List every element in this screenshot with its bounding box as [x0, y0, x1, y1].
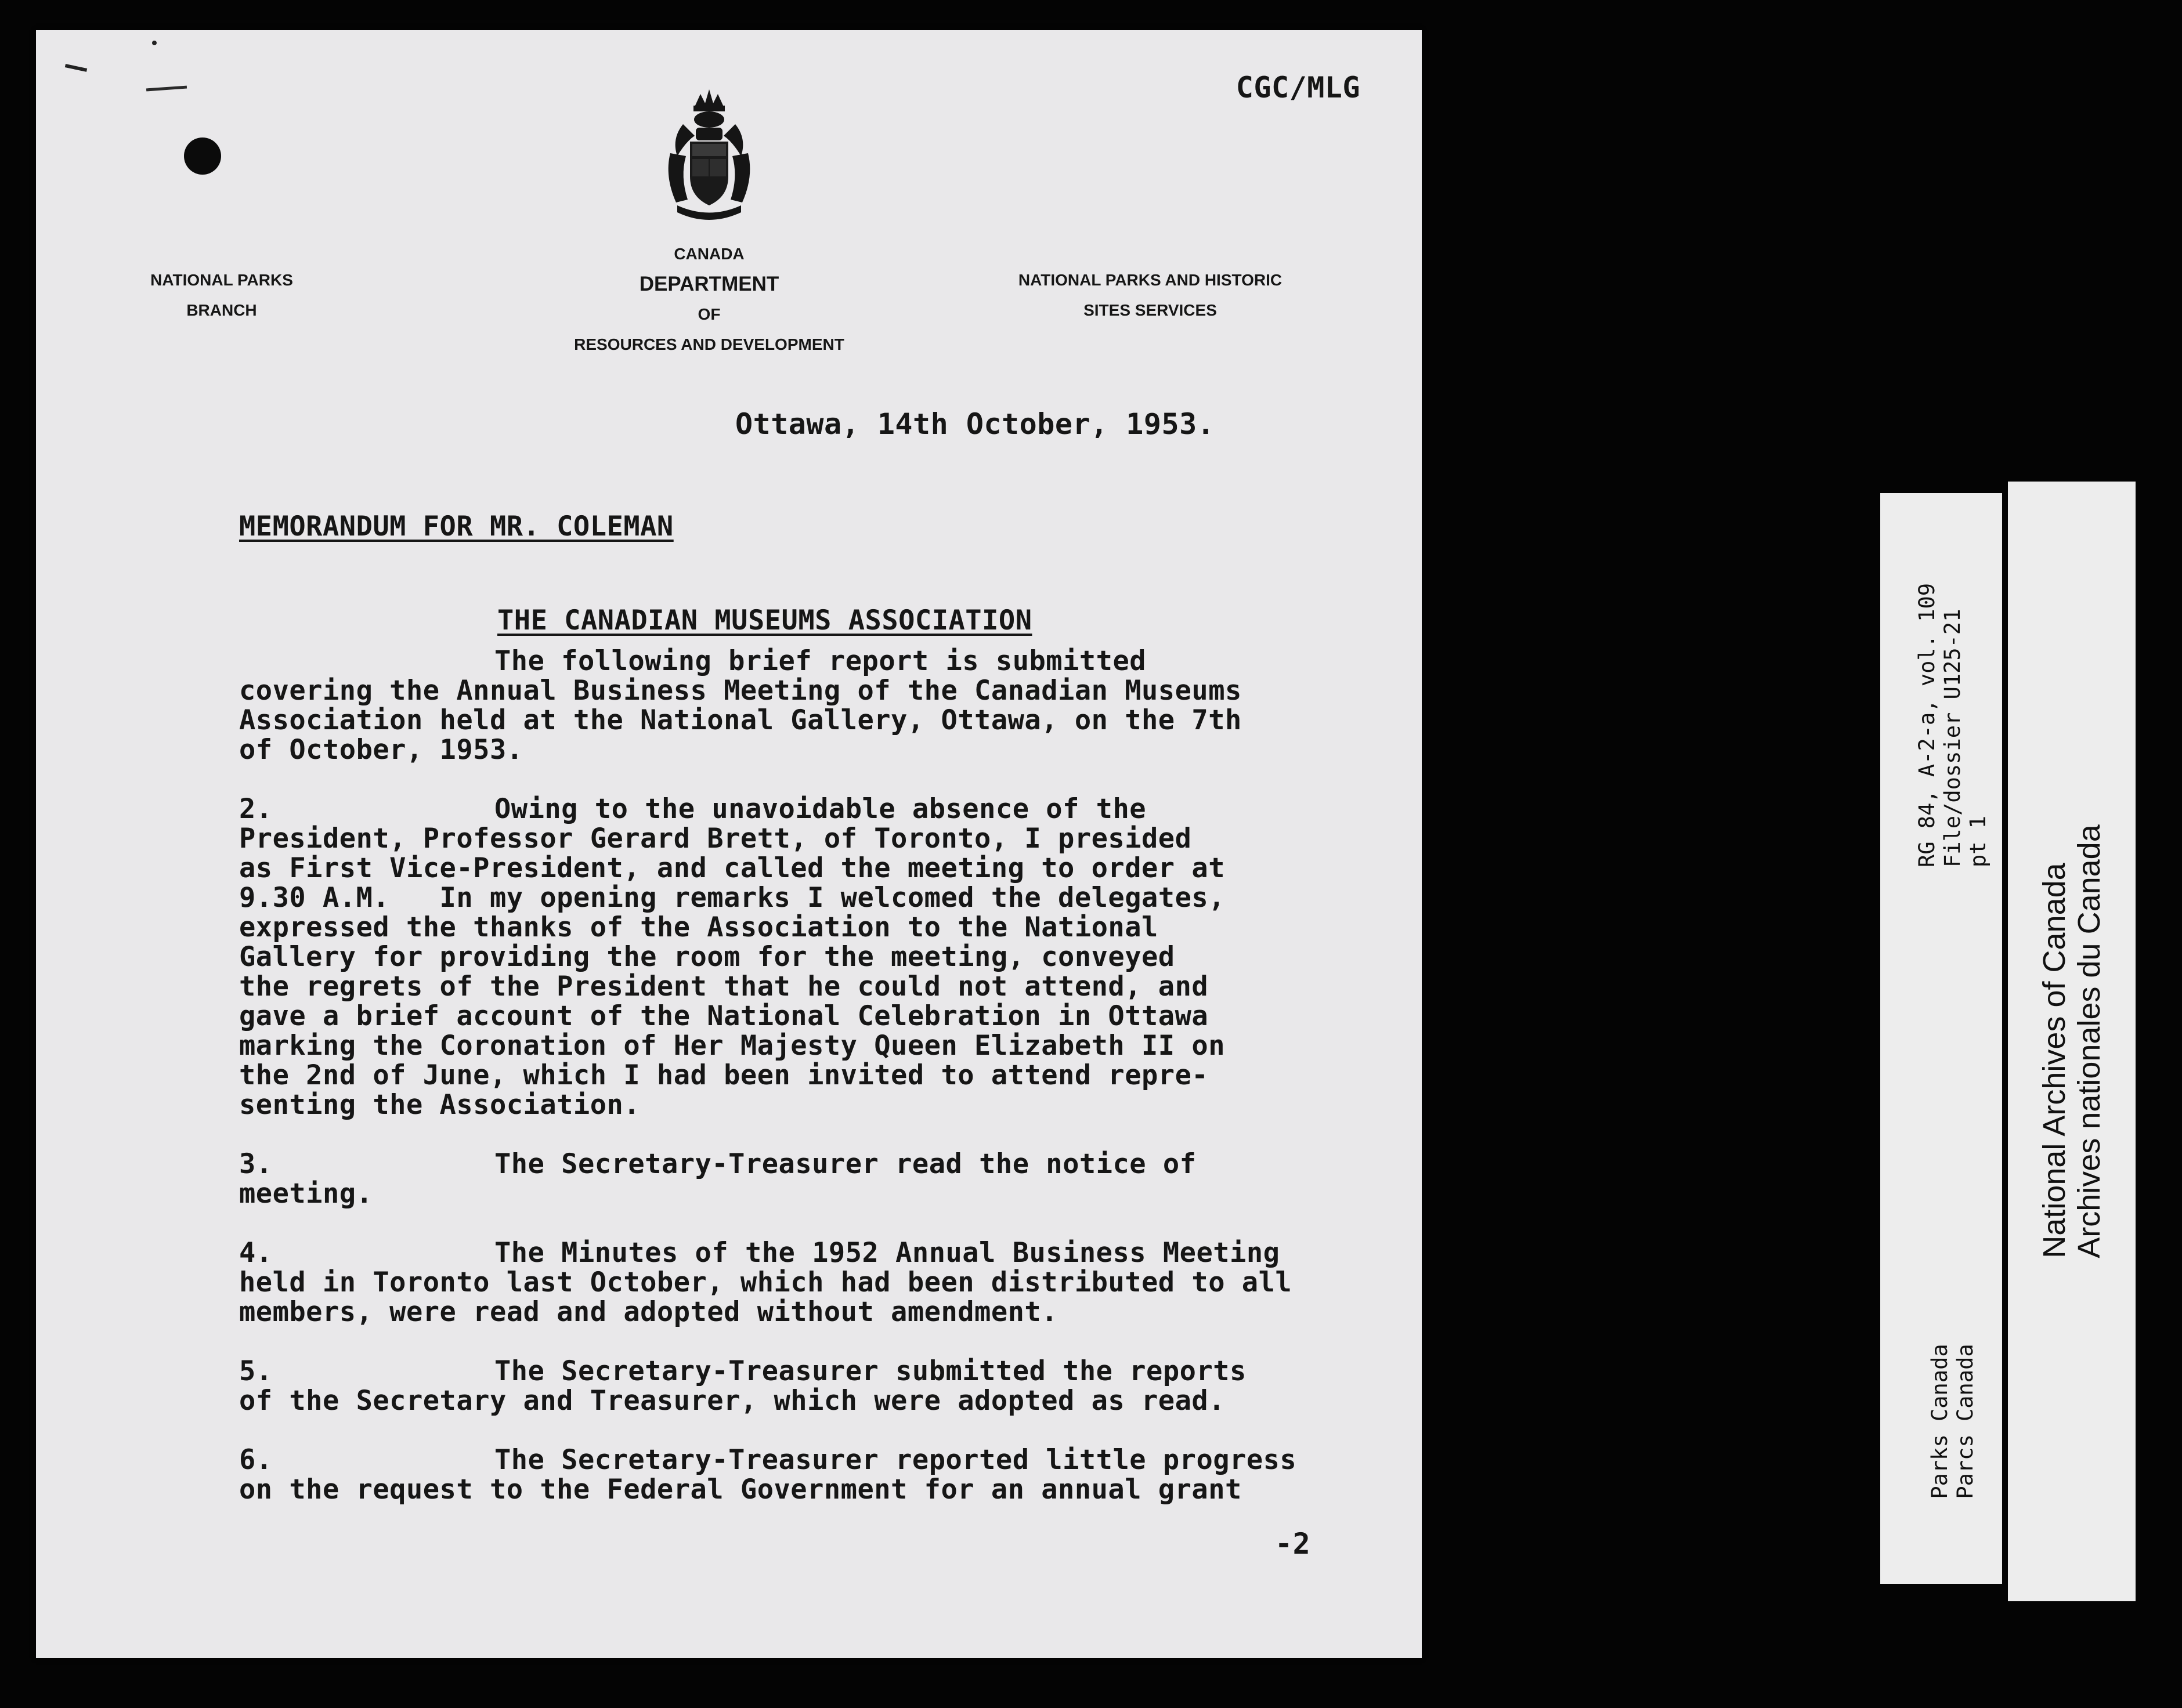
paragraph-text: expressed the thanks of the Association to the National — [239, 911, 1158, 943]
archive-institution — [2037, 824, 2107, 1258]
paragraph-text: of October, 1953. — [239, 734, 523, 766]
paragraph-line — [239, 1090, 1377, 1120]
memo-recipient: MEMORANDUM FOR MR. COLEMAN — [239, 511, 674, 542]
letterhead-department: DEPARTMENT — [639, 273, 779, 295]
paragraph-text: senting the Association. — [239, 1089, 641, 1121]
paragraph-line — [239, 1031, 1377, 1061]
memo-subject: THE CANADIAN MUSEUMS ASSOCIATION — [497, 605, 1032, 636]
paragraph-text: on the request to the Federal Government for an annual grant — [239, 1474, 1242, 1506]
paragraph-line — [239, 1001, 1377, 1031]
continuation-marker: -2 — [1275, 1527, 1311, 1561]
memo-page — [36, 30, 1422, 1658]
archival-reference — [1914, 583, 1991, 867]
paragraph-line — [239, 1268, 1377, 1297]
paragraph-line — [239, 1445, 1377, 1475]
creator-line: Parcs Canada — [1953, 1344, 1978, 1499]
paragraph-line — [239, 883, 1377, 913]
creator-agency — [1927, 1344, 1978, 1499]
paragraph-text: The Secretary-Treasurer submitted the reports — [494, 1355, 1247, 1387]
branch-name-line: NATIONAL PARKS — [150, 271, 293, 289]
paragraph-text: members, were read and adopted without amendment. — [239, 1296, 1059, 1328]
paragraph-text: held in Toronto last October, which had been distributed to all — [239, 1266, 1292, 1298]
paragraph-line — [239, 1061, 1377, 1090]
letterhead-country: CANADA — [674, 245, 745, 263]
paragraph-number: 2. — [239, 793, 273, 825]
paragraph-number: 4. — [239, 1237, 273, 1269]
paragraph-line — [239, 1297, 1377, 1327]
memo-paragraph — [239, 794, 1377, 1120]
paragraph-text: meeting. — [239, 1178, 373, 1210]
paragraph-line — [239, 794, 1377, 824]
memo-date: Ottawa, 14th October, 1953. — [735, 407, 1215, 441]
memo-paragraph — [239, 1238, 1377, 1327]
memo-paragraph — [239, 1149, 1377, 1208]
paragraph-line — [239, 735, 1377, 765]
scan-artifact — [146, 86, 187, 92]
creator-block — [1909, 1305, 1996, 1537]
creator-line: Parks Canada — [1927, 1344, 1952, 1499]
letterhead-right — [988, 265, 1313, 325]
memo-body — [239, 646, 1377, 1534]
paragraph-line — [239, 1149, 1377, 1179]
paragraph-line — [239, 972, 1377, 1001]
letterhead-center — [489, 239, 930, 360]
paragraph-line — [239, 1179, 1377, 1208]
paragraph-text: Association held at the National Gallery, Ottawa, on the 7th — [239, 704, 1242, 736]
paragraph-text: covering the Annual Business Meeting of the Canadian Museums — [239, 675, 1242, 707]
memo-paragraph — [239, 1356, 1377, 1416]
paragraph-number: 5. — [239, 1355, 273, 1387]
paragraph-number: 3. — [239, 1148, 273, 1180]
paragraph-line — [239, 824, 1377, 853]
paragraph-line — [239, 913, 1377, 942]
paragraph-text: the regrets of the President that he could not attend, and — [239, 971, 1209, 1003]
memo-paragraph — [239, 1445, 1377, 1504]
letterhead-department: OF — [698, 305, 721, 323]
paragraph-text: of the Secretary and Treasurer, which were adopted as read. — [239, 1385, 1225, 1417]
scan-artifact — [152, 41, 157, 45]
paragraph-text: The following brief report is submitted — [494, 645, 1147, 677]
paragraph-line — [239, 646, 1377, 676]
paragraph-text: 9.30 A.M. In my opening remarks I welcomed the delegates, — [239, 882, 1225, 914]
scan-artifact — [65, 64, 87, 72]
paragraph-text: marking the Coronation of Her Majesty Queen Elizabeth II on — [239, 1030, 1225, 1062]
paragraph-line — [239, 1475, 1377, 1504]
paragraph-text: the 2nd of June, which I had been invited to attend repre- — [239, 1059, 1209, 1091]
institution-line: Archives nationales du Canada — [2072, 824, 2107, 1258]
paragraph-line — [239, 1238, 1377, 1268]
branch-name-line: BRANCH — [186, 301, 257, 319]
paragraph-text: The Secretary-Treasurer read the notice of — [494, 1148, 1197, 1180]
paragraph-text: Owing to the unavoidable absence of the — [494, 793, 1147, 825]
paragraph-text: gave a brief account of the National Celebration in Ottawa — [239, 1000, 1209, 1032]
archival-reference-strip — [1880, 493, 2002, 1584]
paragraph-line — [239, 1356, 1377, 1386]
paragraph-text: as First Vice-President, and called the meeting to order at — [239, 852, 1225, 884]
reference-line: pt 1 — [1966, 815, 1990, 868]
letterhead-left — [123, 265, 320, 325]
paragraph-line — [239, 942, 1377, 972]
paragraph-number: 6. — [239, 1444, 273, 1476]
memo-paragraph — [239, 646, 1377, 765]
paragraph-text: Gallery for providing the room for the meeting, conveyed — [239, 941, 1175, 973]
service-name-line: NATIONAL PARKS AND HISTORIC — [1018, 271, 1283, 289]
paragraph-text: The Minutes of the 1952 Annual Business Meeting — [494, 1237, 1280, 1269]
paragraph-line — [239, 853, 1377, 883]
punch-hole — [184, 137, 221, 175]
canada-coat-of-arms-icon — [660, 84, 758, 229]
paragraph-line — [239, 676, 1377, 705]
letterhead-department: RESOURCES AND DEVELOPMENT — [574, 335, 844, 353]
paragraph-line — [239, 1386, 1377, 1416]
paragraph-text: President, Professor Gerard Brett, of Toronto, I presided — [239, 823, 1192, 855]
archives-name-strip — [2008, 482, 2136, 1601]
paragraph-text: The Secretary-Treasurer reported little progress — [494, 1444, 1297, 1476]
paragraph-line — [239, 705, 1377, 735]
reference-line: File/dossier U125-21 — [1940, 609, 1965, 868]
reference-line: RG 84, A-2-a, vol. 109 — [1914, 582, 1939, 868]
reference-block — [1909, 493, 1996, 957]
file-code: CGC/MLG — [1235, 71, 1360, 104]
service-name-line: SITES SERVICES — [1083, 301, 1217, 319]
institution-line: National Archives of Canada — [2037, 863, 2072, 1258]
